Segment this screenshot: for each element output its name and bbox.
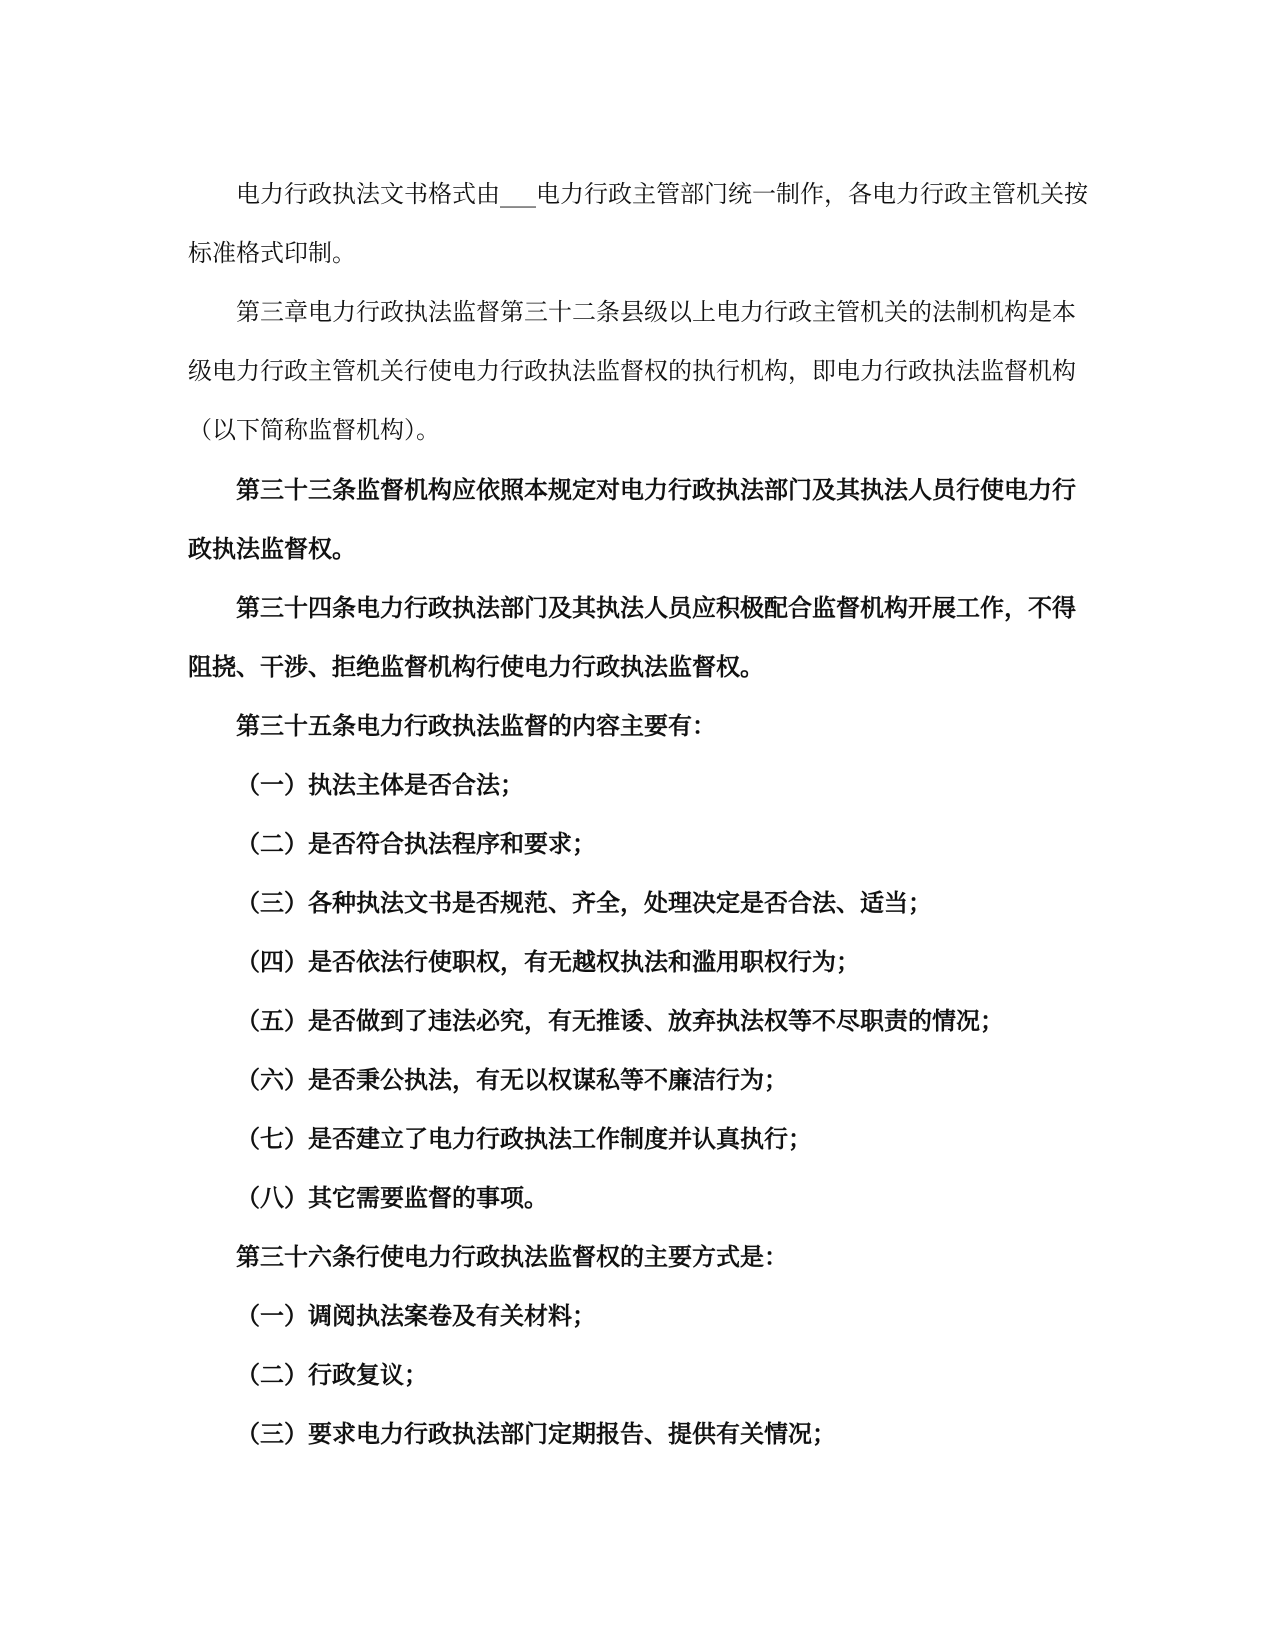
list-item-3: （三）各种执法文书是否规范、齐全，处理决定是否合法、适当；: [236, 888, 932, 917]
method-item-1: （一）调阅执法案卷及有关材料；: [236, 1301, 596, 1330]
list-item-6: （六）是否秉公执法，有无以权谋私等不廉洁行为；: [236, 1065, 788, 1094]
list-item-8: （八）其它需要监督的事项。: [236, 1183, 548, 1212]
list-item-1: （一）执法主体是否合法；: [236, 770, 524, 799]
list-item-7: （七）是否建立了电力行政执法工作制度并认真执行；: [236, 1124, 812, 1153]
paragraph-6: 第三十六条行使电力行政执法监督权的主要方式是：: [236, 1242, 788, 1271]
list-item-4: （四）是否依法行使职权，有无越权执法和滥用职权行为；: [236, 947, 860, 976]
paragraph-5: 第三十五条电力行政执法监督的内容主要有：: [236, 711, 716, 740]
list-item-5: （五）是否做到了违法必究，有无推诿、放弃执法权等不尽职责的情况；: [236, 1006, 1004, 1035]
paragraph-3: 第三十三条监督机构应依照本规定对电力行政执法部门及其执法人员行使电力行政执法监督权。: [188, 475, 1076, 563]
method-item-2: （二）行政复议；: [236, 1360, 428, 1389]
paragraph-4: 第三十四条电力行政执法部门及其执法人员应积极配合监督机构开展工作，不得阻挠、干涉、拒绝监督机构行使电力行政执法监督权。: [188, 593, 1076, 681]
paragraph-1: 电力行政执法文书格式由___电力行政主管部门统一制作，各电力行政主管机关按标准格式印制。: [188, 180, 1088, 267]
paragraph-2: 第三章电力行政执法监督第三十二条县级以上电力行政主管机关的法制机构是本级电力行政主管机关行使电力行政执法监督权的执行机构，即电力行政执法监督机构（以下简称监督机构）。: [188, 298, 1076, 444]
document-body: [188, 165, 1088, 1463]
list-item-2: （二）是否符合执法程序和要求；: [236, 829, 596, 858]
method-item-3: （三）要求电力行政执法部门定期报告、提供有关情况；: [236, 1419, 836, 1448]
